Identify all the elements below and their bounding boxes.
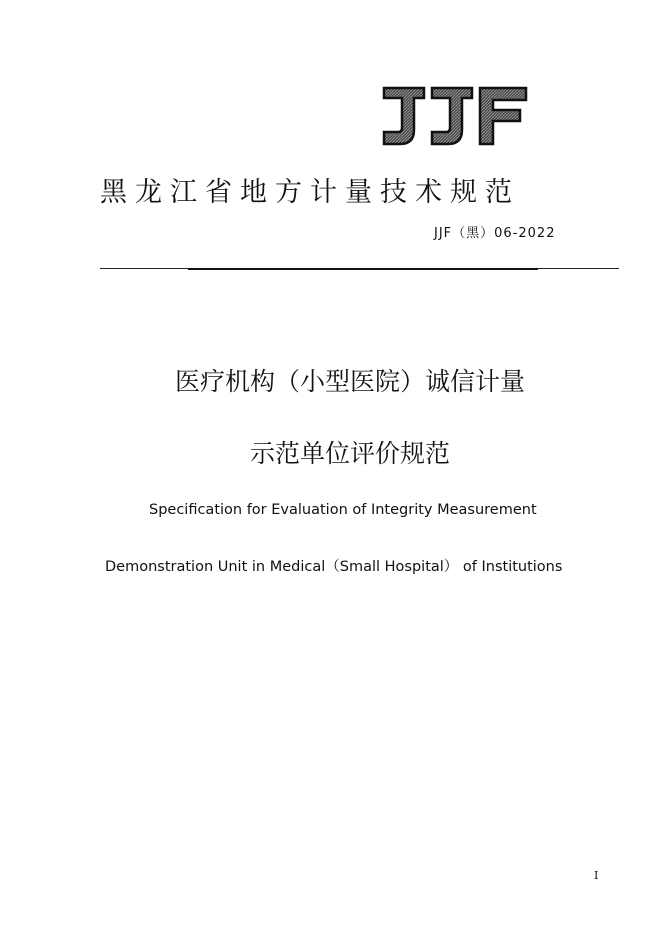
jjf-logo [380,86,530,148]
issuing-authority-title: 黑龙江省地方计量技术规范 [100,177,520,208]
document-title-cn-line1: 医疗机构（小型医院）诚信计量 [174,367,525,396]
document-title-cn-line2: 示范单位评价规范 [249,439,450,468]
document-title-en-line1: Specification for Evaluation of Integrity Measurement [149,502,537,518]
page-number: I [594,869,599,882]
header-divider-accent [188,268,538,270]
standard-code: JJF（黑）06-2022 [434,226,556,241]
document-title-en-line2: Demonstration Unit in Medical（Small Hospital） of Institutions [105,559,563,575]
